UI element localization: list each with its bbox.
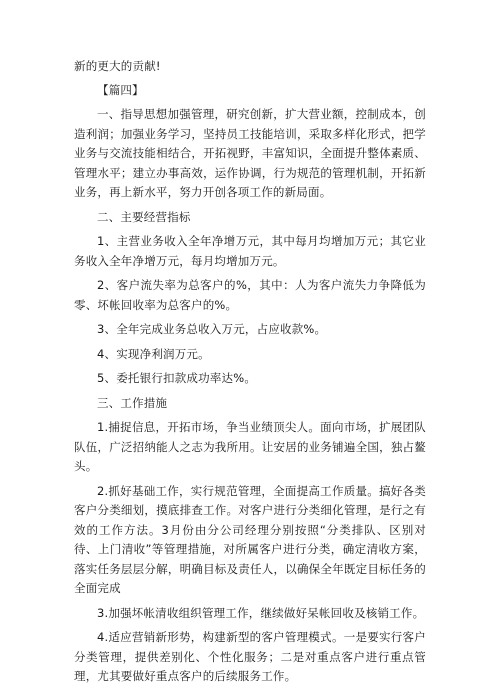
paragraph-guiding-thought: 一、指导思想加强管理，研究创新，扩大营业额，控制成本，创造利润；加强业务学习，坚持员工技能培训，采取多样化形式，把学业务与交流技能相结合，开拓视野，丰富知识，全面提升整体素质、管理水平；建立办事高效，运作协调，行为规范的管理机制，开拓新业务，再上新水平，努力开创各项工作的新局面。: [74, 107, 426, 199]
indicator-item-4: 4、实现净利润万元。: [97, 346, 210, 361]
section-heading-4: 【篇四】: [97, 82, 144, 97]
closing-line: 新的更大的贡献!: [74, 59, 161, 73]
indicator-item-3: 3、全年完成业务总收入万元，占应收款%。: [97, 322, 327, 336]
indicator-item-1: 1、主营业务收入全年净增万元，其中每月均增加万元；其它业务收入全年净增万元，每月均增加万元。: [74, 234, 426, 268]
heading-work-measures: 三、工作措施: [97, 395, 168, 410]
measure-item-3: 3.加强坏帐清收组织管理工作，继续做好呆帐回收及核销工作。: [97, 605, 425, 620]
measure-item-1: 1.捕捉信息，开拓市场，争当业绩顶尖人。面向市场，扩展团队队伍，广泛招纳能人之志为我所用。让安居的业务铺遍全国，独占鳌头。: [74, 420, 426, 473]
measure-item-4: 4.适应营销新形势，构建新型的客户管理模式。一是要实行客户分类管理，提供差别化、个性化服务；二是对重点客户进行重点管理，尤其要做好重点客户的后续服务工作。: [74, 630, 426, 683]
indicator-item-2: 2、客户流失率为总客户的%，其中：人为客户流失力争降低为零、坏帐回收率为总客户的%。: [74, 278, 426, 312]
heading-main-indicators: 二、主要经营指标: [97, 209, 191, 224]
measure-item-2: 2.抓好基础工作，实行规范管理，全面提高工作质量。搞好各类客户分类细划，摸底排查工作。对客户进行分类细化管理，是行之有效的工作方法。3月份由分公司经理分别按照“分类排队、区别对待、上门清收”等管理措施，对所属客户进行分类，确定清收方案，落实任务层层分解，明确目标及责任人，以确保全年既定目标任务的全面完成: [74, 483, 426, 595]
indicator-item-5: 5、委托银行扣款成功率达%。: [97, 371, 257, 385]
document-body: [74, 57, 426, 692]
